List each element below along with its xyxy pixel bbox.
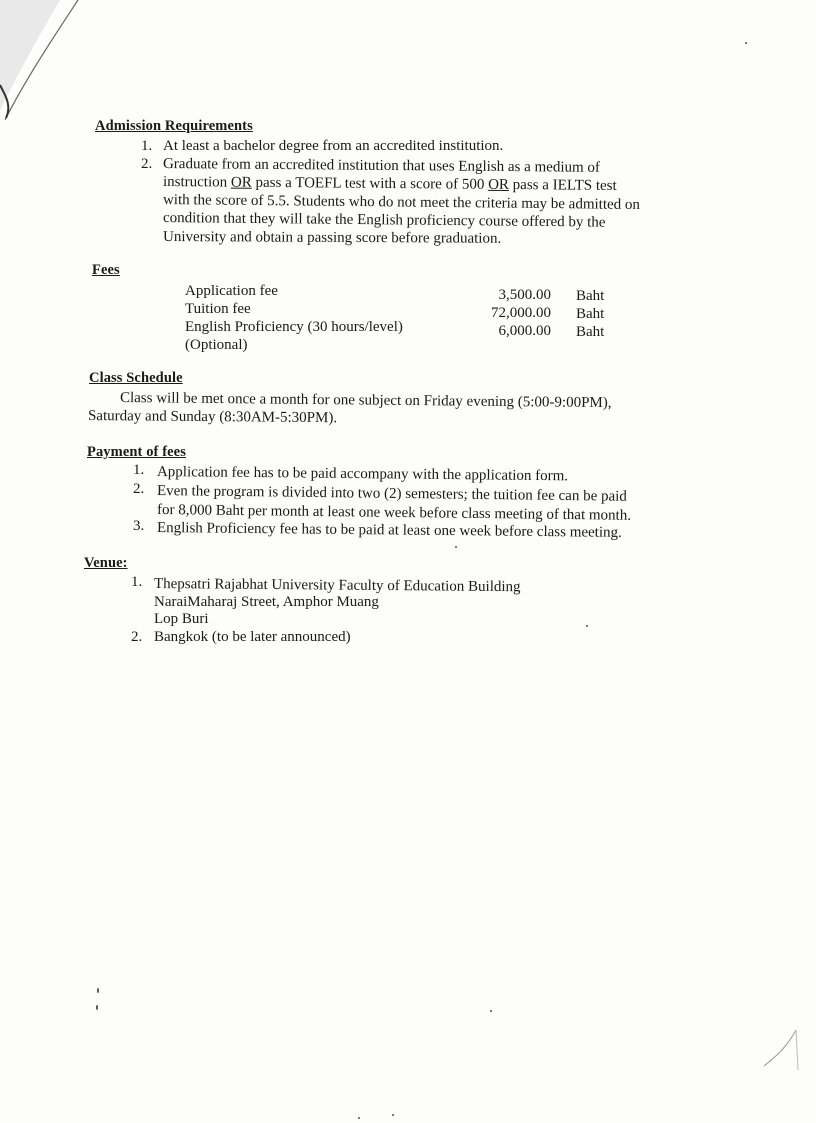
venue-item-line: Lop Buri (154, 611, 209, 627)
schedule-line: Class will be met once a month for one subject on Friday evening (5:00-9:00PM), (119, 390, 612, 412)
admission-item-line: University and obtain a passing score before graduation. (162, 229, 502, 247)
or-emphasis: OR (488, 176, 510, 194)
payment-item-line: English Proficiency fee has to be paid at least one week before class meeting. (156, 520, 622, 541)
admission-item-line: Graduate from an accredited institution that uses English as a medium of (162, 156, 601, 176)
scan-speck (96, 1005, 98, 1010)
venue-item-line: Thepsatri Rajabhat University Faculty of Education Building (153, 576, 521, 596)
fee-amount: 72,000.00 (491, 305, 551, 321)
or-emphasis: OR (230, 174, 252, 191)
venue-item-line: Bangkok (to be later announced) (154, 629, 351, 645)
fee-currency: Baht (576, 324, 605, 340)
payment-item-num: 2. (133, 481, 145, 497)
payment-heading: Payment of fees (87, 444, 186, 460)
fee-currency: Baht (576, 288, 605, 304)
fee-amount: 3,500.00 (498, 287, 551, 303)
admission-item-num: 2. (141, 156, 153, 172)
payment-item-num: 1. (133, 462, 145, 478)
scan-speck (97, 988, 99, 993)
payment-item-line: Even the program is divided into two (2) semesters; the tuition fee can be paid (156, 483, 627, 505)
scan-speck (392, 1114, 394, 1116)
scan-speck (745, 42, 747, 44)
scan-corner-mark (760, 1010, 816, 1090)
fee-amount: 6,000.00 (498, 323, 551, 339)
schedule-heading: Class Schedule (89, 370, 183, 386)
fee-name: English Proficiency (30 hours/level) (185, 319, 403, 335)
text-segment: pass a IELTS test (508, 177, 617, 194)
venue-heading: Venue: (84, 555, 128, 571)
text-segment: instruction (162, 174, 231, 191)
scan-speck (490, 1010, 492, 1012)
fee-name: Application fee (185, 283, 278, 299)
fee-optional-note: (Optional) (185, 337, 248, 353)
payment-item-num: 3. (133, 518, 145, 534)
schedule-line: Saturday and Sunday (8:30AM-5:30PM). (87, 408, 338, 427)
fee-name: Tuition fee (185, 301, 251, 317)
admission-item-line: condition that they will take the English proficiency course offered by the (162, 210, 606, 231)
payment-item-line: Application fee has to be paid accompany with the application form. (156, 464, 569, 485)
scan-speck (455, 546, 457, 548)
scan-speck (358, 1117, 360, 1119)
venue-item-line: NaraiMaharaj Street, Amphor Muang (154, 594, 379, 610)
scan-speck (586, 625, 588, 627)
admission-heading: Admission Requirements (95, 118, 253, 134)
payment-item-line: for 8,000 Baht per month at least one week before class meeting of that month. (156, 502, 632, 524)
admission-item-line: At least a bachelor degree from an accredited institution. (163, 138, 504, 154)
venue-item-num: 1. (131, 574, 143, 590)
fees-heading: Fees (92, 262, 120, 278)
fee-currency: Baht (576, 306, 605, 322)
venue-item-num: 2. (131, 629, 143, 645)
text-segment: pass a TOEFL test with a score of 500 (251, 174, 489, 193)
admission-item-num: 1. (141, 138, 153, 154)
admission-item-line: with the score of 5.5. Students who do not meet the criteria may be admitted on (162, 192, 641, 213)
